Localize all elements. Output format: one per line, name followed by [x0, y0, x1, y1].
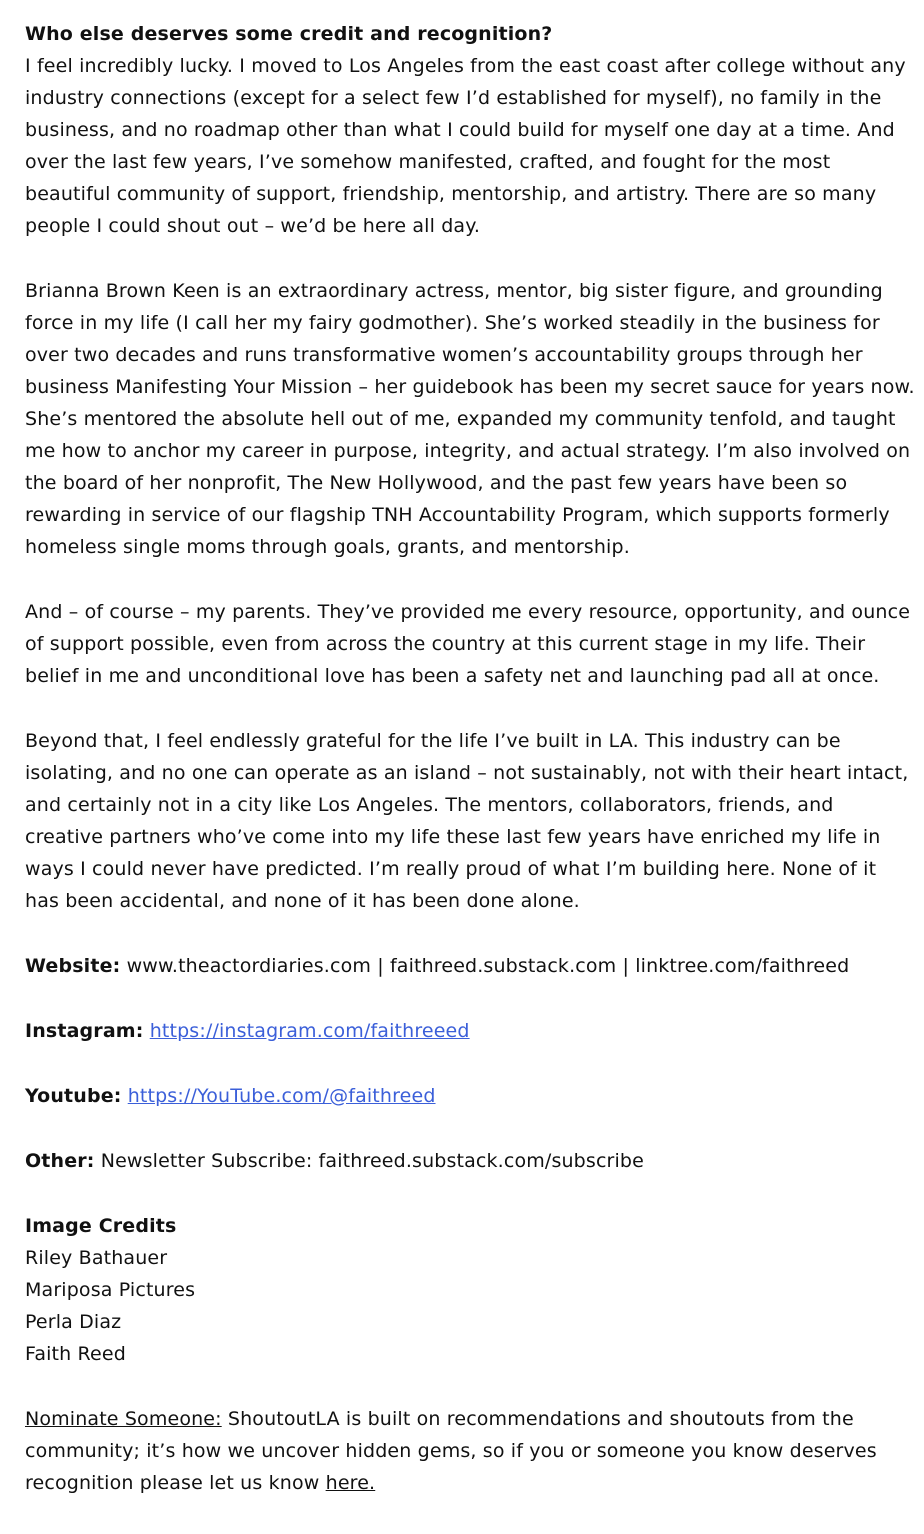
nominate-here-link[interactable]: here.	[325, 1472, 376, 1494]
website-value: www.theactordiaries.com | faithreed.substack.com | linktree.com/faithreed	[126, 955, 850, 977]
paragraph-mentor: Brianna Brown Keen is an extraordinary actress, mentor, big sister figure, and grounding force in my life (I call her my fairy godmother). She’s worked steadily in the business for over two decades and runs transformative women’s accountability groups through her business Manifesting Your Mission – her guidebook has been my secret sauce for years now. She’s mentored the absolute hell out of me, expanded my community tenfold, and taught me how to anchor my career in purpose, integrity, and actual strategy. I’m also involved on the board of her nonprofit, The New Hollywood, and the past few years have been so rewarding in service of our flagship TNH Accountability Program, which supports formerly homeless single moms through goals, grants, and mentorship.	[25, 280, 915, 558]
instagram-label: Instagram:	[25, 1020, 144, 1042]
question-title: Who else deserves some credit and recognition?	[25, 23, 553, 45]
paragraph-intro: I feel incredibly lucky. I moved to Los Angeles from the east coast after college without any industry connections (except for a select few I’d established for myself), no family in the business, and no roadmap other than what I could build for myself one day at a time. And over the last few years, I’ve somehow manifested, crafted, and fought for the most beautiful community of support, friendship, mentorship, and artistry. There are so many people I could shout out – we’d be here all day.	[25, 55, 906, 237]
website-line	[25, 950, 915, 982]
nominate-text: ShoutoutLA is built on recommendations and shoutouts from the community; it’s how we uncover hidden gems, so if you or someone you know deserves recognition please let us know	[25, 1408, 877, 1494]
article-content	[25, 18, 915, 1532]
image-credits-heading: Image Credits	[25, 1215, 177, 1237]
paragraph-parents: And – of course – my parents. They’ve provided me every resource, opportunity, and ounce of support possible, even from across the country at this current stage in my life. Their belief in me and unconditional love has been a safety net and launching pad all at once.	[25, 601, 911, 687]
credit-name: Mariposa Pictures	[25, 1279, 196, 1301]
instagram-line	[25, 1015, 915, 1047]
image-credits	[25, 1210, 915, 1370]
credit-name: Faith Reed	[25, 1343, 126, 1365]
question-heading	[25, 18, 915, 50]
credit-name: Perla Diaz	[25, 1311, 122, 1333]
youtube-line	[25, 1080, 915, 1112]
other-line	[25, 1145, 915, 1177]
nominate-someone-link[interactable]: Nominate Someone:	[25, 1408, 222, 1430]
website-label: Website:	[25, 955, 121, 977]
youtube-label: Youtube:	[25, 1085, 122, 1107]
other-value: Newsletter Subscribe: faithreed.substack.com/subscribe	[100, 1150, 644, 1172]
instagram-link[interactable]: https://instagram.com/faithreeed	[149, 1020, 470, 1042]
other-label: Other:	[25, 1150, 95, 1172]
credit-name: Riley Bathauer	[25, 1247, 168, 1269]
paragraph-gratitude: Beyond that, I feel endlessly grateful for the life I’ve built in LA. This industry can be isolating, and no one can operate as an island – not sustainably, not with their heart intact, and certainly not in a city like Los Angeles. The mentors, collaborators, friends, and creative partners who’ve come into my life these last few years have enriched my life in ways I could never have predicted. I’m really proud of what I’m building here. None of it has been accidental, and none of it has been done alone.	[25, 730, 909, 912]
youtube-link[interactable]: https://YouTube.com/@faithreed	[127, 1085, 436, 1107]
nominate-paragraph	[25, 1403, 915, 1499]
